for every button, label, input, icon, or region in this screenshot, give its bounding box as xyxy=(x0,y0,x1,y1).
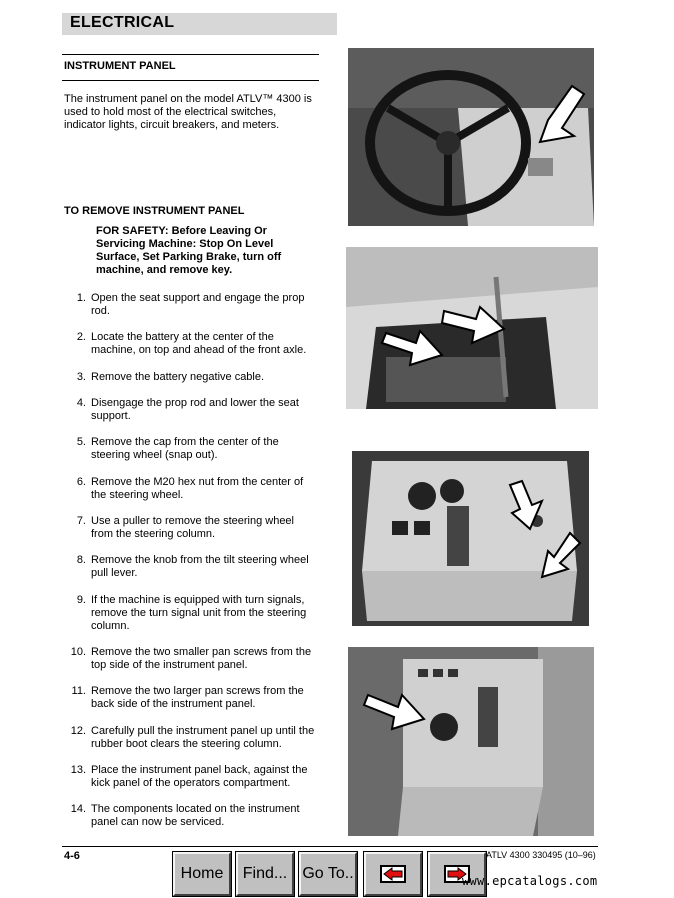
instrument-panel-description: The instrument panel on the model ATLV™ 4300 is used to hold most of the electrical switches, indicator lights, circuit breakers, and meters. xyxy=(64,93,312,131)
goto-button[interactable]: Go To.. xyxy=(299,852,357,896)
section-title: ELECTRICAL xyxy=(70,14,175,31)
step-text: Use a puller to remove the steering wheel from the steering column. xyxy=(91,515,294,540)
step-number: 7. xyxy=(76,515,86,527)
safety-warning: FOR SAFETY: Before Leaving Or Servicing Machine: Stop On Level Surface, Set Parking Brake, turn off machine, and remove key. xyxy=(96,225,282,276)
photo-instrument-panel-side xyxy=(348,647,594,836)
step-text: Carefully pull the instrument panel up until the rubber boot clears the steering column. xyxy=(91,725,315,750)
step-number: 4. xyxy=(76,397,86,409)
divider xyxy=(62,80,319,81)
home-button[interactable]: Home xyxy=(173,852,231,896)
step-number: 11. xyxy=(71,685,86,697)
step-text: Remove the two smaller pan screws from the top side of the instrument panel. xyxy=(91,646,312,671)
step-number: 10. xyxy=(70,646,86,658)
photo-battery-compartment xyxy=(346,247,598,409)
step-number: 6. xyxy=(76,476,86,488)
step-number: 5. xyxy=(76,436,86,448)
page-number: 4-6 xyxy=(64,850,80,862)
step-number: 8. xyxy=(76,554,86,566)
photo-steering-wheel xyxy=(348,48,594,226)
document-id: ATLV 4300 330495 (10–96) xyxy=(486,850,596,860)
prev-page-button[interactable] xyxy=(364,852,422,896)
step-number: 12. xyxy=(70,725,86,737)
step-number: 2. xyxy=(76,331,86,343)
step-number: 3. xyxy=(76,371,86,383)
step-text: Disengage the prop rod and lower the seat support. xyxy=(91,397,299,422)
footer-divider xyxy=(62,846,598,847)
divider xyxy=(62,54,319,55)
step-text: The components located on the instrument panel can now be serviced. xyxy=(91,803,300,828)
step-text: Open the seat support and engage the prop rod. xyxy=(91,292,305,317)
removal-heading: TO REMOVE INSTRUMENT PANEL xyxy=(64,205,245,217)
step-text: Remove the M20 hex nut from the center of the steering wheel. xyxy=(91,476,304,501)
step-text: Remove the cap from the center of the steering wheel (snap out). xyxy=(91,436,279,461)
step-number: 13. xyxy=(70,764,86,776)
step-number: 1. xyxy=(76,292,86,304)
watermark: www.epcatalogs.com xyxy=(462,874,598,888)
step-text: Locate the battery at the center of the machine, on top and ahead of the front axle. xyxy=(91,331,307,356)
step-number: 9. xyxy=(76,594,86,606)
instrument-panel-heading: INSTRUMENT PANEL xyxy=(64,60,176,72)
find-button[interactable]: Find... xyxy=(236,852,294,896)
step-number: 14. xyxy=(70,803,86,815)
step-text: Remove the two larger pan screws from the back side of the instrument panel. xyxy=(91,685,304,710)
step-text: Place the instrument panel back, against the kick panel of the operators compartment. xyxy=(91,764,308,789)
step-text: If the machine is equipped with turn signals, remove the turn signal unit from the steering column. xyxy=(91,594,307,632)
step-text: Remove the knob from the tilt steering wheel pull lever. xyxy=(91,554,309,579)
step-text: Remove the battery negative cable. xyxy=(91,371,265,383)
photo-instrument-panel-top xyxy=(352,451,589,626)
prev-page-arrow-icon xyxy=(380,865,406,883)
